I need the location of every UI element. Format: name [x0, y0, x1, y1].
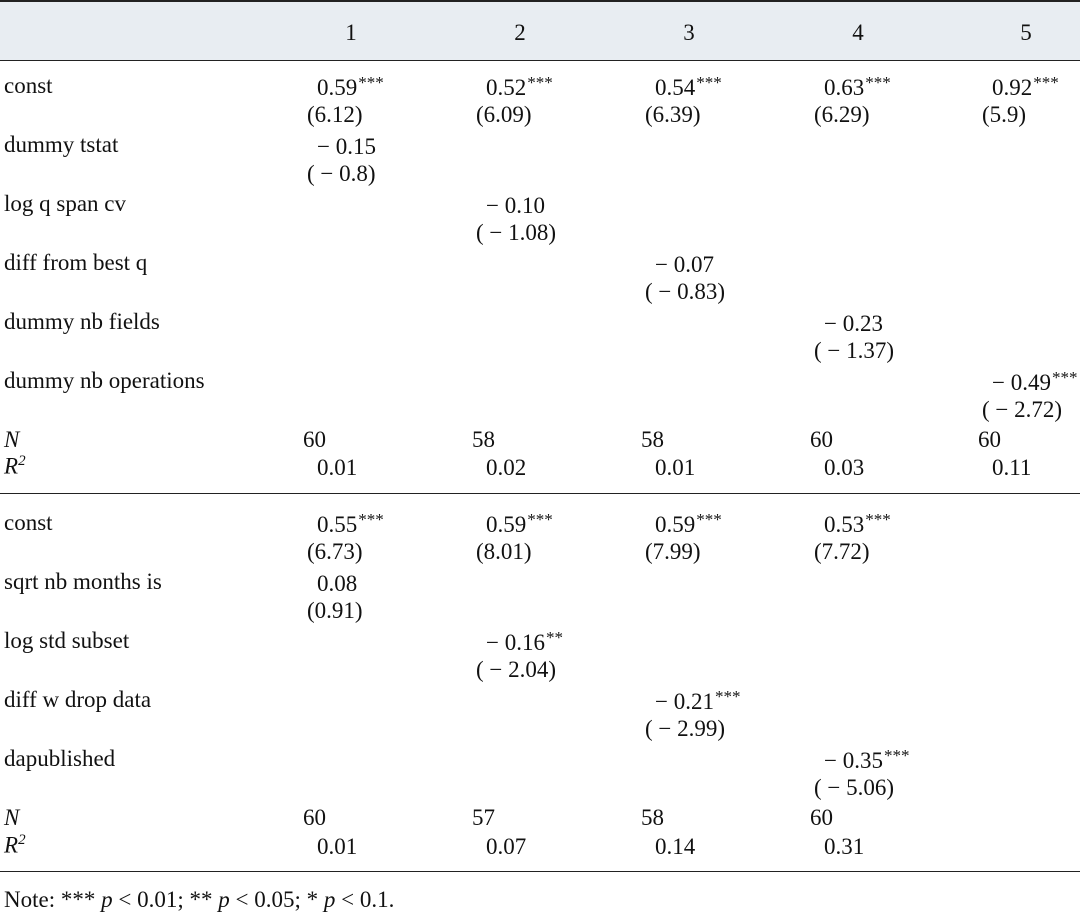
t-stat-cell: (6.12) — [307, 102, 363, 127]
significance-stars: *** — [358, 73, 384, 92]
row-label: sqrt nb months is — [4, 569, 162, 594]
t-stat-cell: ( − 1.37) — [814, 338, 895, 363]
row-label: dummy tstat — [4, 132, 119, 157]
column-header-1: 1 — [345, 20, 357, 45]
coefficient-cell — [486, 73, 553, 101]
coefficient-value: − 0.23 — [824, 311, 883, 336]
r2-label — [4, 453, 26, 480]
t-stat-cell: ( − 2.04) — [476, 657, 557, 682]
coefficient-value: 0.63 — [824, 75, 865, 100]
coefficient-cell — [317, 510, 384, 538]
significance-stars: *** — [527, 73, 553, 92]
bottom-rule — [0, 871, 1080, 872]
coefficient-value: 0.92 — [992, 75, 1033, 100]
coefficient-cell — [317, 569, 358, 597]
coefficient-cell — [317, 132, 377, 160]
note-text: < 0.1. — [335, 887, 395, 912]
t-stat-cell: (6.39) — [645, 102, 701, 127]
significance-stars: *** — [527, 510, 553, 529]
row-label: dummy nb operations — [4, 368, 205, 393]
note-p: p — [323, 887, 336, 912]
note-p: p — [101, 887, 113, 912]
r2-value: 0.07 — [486, 834, 527, 859]
t-stat-cell: (7.99) — [645, 539, 701, 564]
coefficient-cell — [655, 687, 740, 715]
n-value: 60 — [303, 805, 326, 830]
r2-value: 0.02 — [486, 455, 527, 480]
coefficient-cell — [992, 368, 1077, 396]
n-value: 60 — [978, 427, 1001, 452]
n-label: N — [4, 427, 20, 452]
significance-stars: *** — [865, 510, 891, 529]
n-value: 60 — [810, 805, 833, 830]
coefficient-cell — [824, 746, 909, 774]
coefficient-value: 0.59 — [655, 512, 696, 537]
n-value: 58 — [472, 427, 495, 452]
r2-letter: R — [4, 453, 19, 479]
row-label: const — [4, 510, 53, 535]
coefficient-cell — [824, 510, 891, 538]
coefficient-value: 0.59 — [486, 512, 527, 537]
r2-value: 0.01 — [317, 455, 358, 480]
r2-value: 0.31 — [824, 834, 865, 859]
note-p: p — [218, 887, 230, 912]
significance-stars: *** — [358, 510, 384, 529]
coefficient-value: − 0.35 — [824, 748, 883, 773]
note-text: Note: *** — [4, 887, 102, 912]
t-stat-cell: ( − 2.99) — [645, 716, 726, 741]
t-stat-cell: (6.73) — [307, 539, 363, 564]
row-label: dapublished — [4, 746, 116, 771]
t-stat-cell: ( − 0.8) — [307, 161, 376, 186]
column-header-2: 2 — [514, 20, 526, 45]
coefficient-value: 0.08 — [317, 571, 358, 596]
r2-value: 0.14 — [655, 834, 696, 859]
r2-value: 0.03 — [824, 455, 865, 480]
significance-stars: *** — [1033, 73, 1059, 92]
t-stat-cell: (6.09) — [476, 102, 532, 127]
coefficient-value: 0.54 — [655, 75, 696, 100]
coefficient-value: − 0.21 — [655, 689, 714, 714]
n-label: N — [4, 805, 20, 830]
row-label: log std subset — [4, 628, 130, 653]
significance-stars: *** — [696, 73, 722, 92]
note-text: < 0.05; * — [229, 887, 324, 912]
coefficient-value: − 0.10 — [486, 193, 545, 218]
coefficient-value: 0.53 — [824, 512, 865, 537]
r2-letter: R — [4, 832, 19, 858]
panel-divider — [0, 493, 1080, 494]
row-label: log q span cv — [4, 191, 127, 216]
r2-value: 0.01 — [655, 455, 696, 480]
coefficient-cell — [655, 73, 722, 101]
r2-label — [4, 832, 26, 859]
row-label: dummy nb fields — [4, 309, 160, 334]
r2-value: 0.11 — [992, 455, 1032, 480]
note-text: < 0.01; ** — [112, 887, 219, 912]
t-stat-cell: (6.29) — [814, 102, 870, 127]
t-stat-cell: (8.01) — [476, 539, 532, 564]
n-value: 57 — [472, 805, 495, 830]
coefficient-value: 0.59 — [317, 75, 358, 100]
coefficient-cell — [992, 73, 1059, 101]
coefficient-cell — [486, 628, 563, 656]
coefficient-cell — [655, 510, 722, 538]
row-label: const — [4, 73, 53, 98]
significance-stars: *** — [696, 510, 722, 529]
t-stat-cell: (5.9) — [982, 102, 1027, 127]
coefficient-value: 0.52 — [486, 75, 527, 100]
row-label: diff from best q — [4, 250, 148, 275]
significance-stars: *** — [865, 73, 891, 92]
t-stat-cell: ( − 5.06) — [814, 775, 895, 800]
column-header-5: 5 — [1020, 20, 1032, 45]
coefficient-cell — [824, 73, 891, 101]
coefficient-cell — [486, 510, 553, 538]
t-stat-cell: ( − 0.83) — [645, 279, 726, 304]
table-header — [0, 0, 1080, 61]
t-stat-cell: (7.72) — [814, 539, 870, 564]
significance-stars: *** — [714, 687, 741, 706]
significance-stars: *** — [883, 746, 910, 765]
column-header-4: 4 — [852, 20, 864, 45]
t-stat-cell: (0.91) — [307, 598, 363, 623]
column-header-3: 3 — [683, 20, 695, 45]
r2-superscript: 2 — [18, 453, 26, 469]
coefficient-cell — [824, 309, 884, 337]
t-stat-cell: ( − 1.08) — [476, 220, 557, 245]
coefficient-value: − 0.16 — [486, 630, 545, 655]
n-value: 60 — [303, 427, 326, 452]
significance-stars: ** — [545, 628, 563, 647]
coefficient-value: − 0.49 — [992, 370, 1051, 395]
n-value: 60 — [810, 427, 833, 452]
row-label: diff w drop data — [4, 687, 152, 712]
coefficient-cell — [486, 191, 546, 219]
coefficient-cell — [655, 250, 715, 278]
r2-superscript: 2 — [18, 832, 26, 848]
coefficient-value: 0.55 — [317, 512, 358, 537]
n-value: 58 — [641, 805, 664, 830]
t-stat-cell: ( − 2.72) — [982, 397, 1063, 422]
n-value: 58 — [641, 427, 664, 452]
r2-value: 0.01 — [317, 834, 358, 859]
significance-stars: *** — [1051, 368, 1078, 387]
coefficient-value: − 0.07 — [655, 252, 714, 277]
coefficient-cell — [317, 73, 384, 101]
coefficient-value: − 0.15 — [317, 134, 376, 159]
table-note — [4, 887, 394, 913]
